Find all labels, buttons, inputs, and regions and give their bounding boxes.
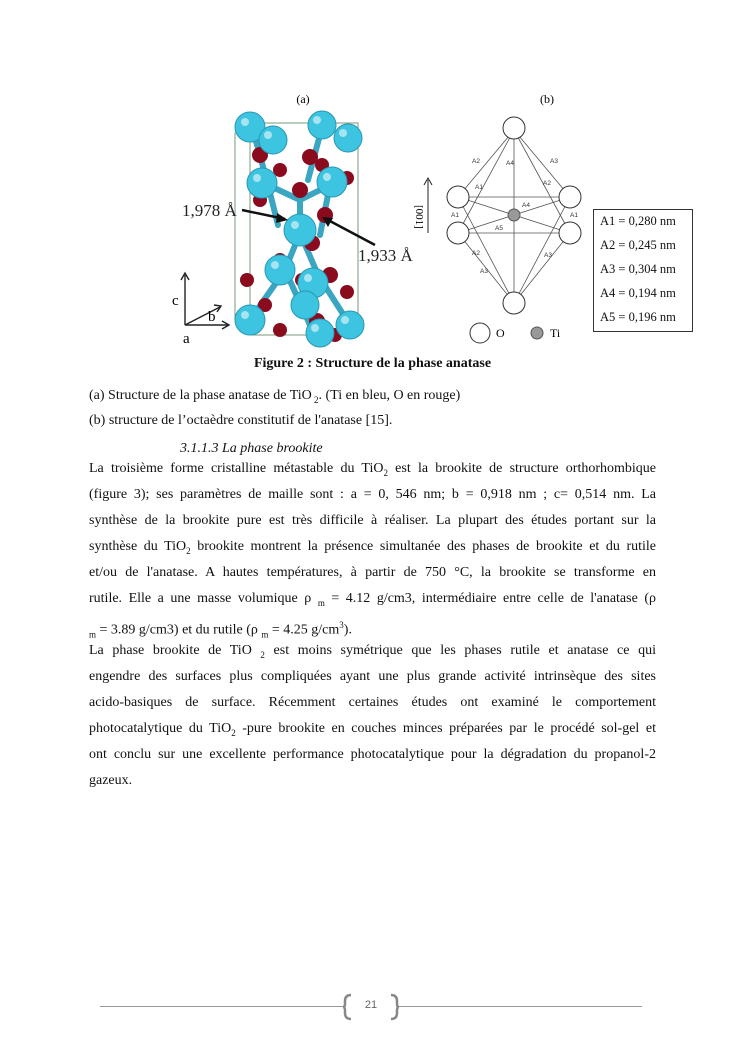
- text-line: photocatalytique du TiO$_2$ -pure brookite en couches minces préparées par le procédé sol-gel et: [89, 721, 656, 738]
- octa-label-a3: A3: [550, 158, 558, 165]
- octa-label-a3-bottom: A3: [480, 268, 488, 275]
- section-heading: 3.1.1.3 La phase brookite: [180, 441, 323, 456]
- distance-row: A5 = 0,196 nm: [600, 310, 676, 324]
- distance-row: A3 = 0,304 nm: [600, 262, 676, 276]
- anatase-crystal-structure: [172, 111, 414, 347]
- text-line: synthèse du TiO$_2$ brookite montrent la présence simultanée des phases de brookite et du rutile: [89, 539, 656, 556]
- octahedron-diagram: [413, 117, 581, 343]
- octa-label-a3-low: A3: [544, 252, 552, 259]
- paragraph-brookite-1: [89, 456, 656, 638]
- axis-label-a: a: [183, 331, 190, 347]
- legend-ti: Ti: [550, 326, 561, 340]
- paragraph-brookite-2: [89, 638, 656, 794]
- text-line: synthèse de la brookite pure est très difficile à réaliser. La plupart des études portant sur la: [89, 513, 656, 528]
- figure-description-a: (a) Structure de la phase anatase de TiO $_2$. (Ti en bleu, O en rouge): [89, 388, 461, 405]
- text-line: engendre des surfaces plus compliquées ayant une plus grande activité intrinsèque des sites: [89, 669, 656, 684]
- footer-rule-left: [100, 1006, 343, 1007]
- distance-label-2: 1,933 Å: [358, 246, 413, 265]
- text-line: et/ou de l'anatase. A hautes températures, à partir de 750 °C, la brookite se transforme en: [89, 565, 656, 580]
- octa-label-a2-right: A2: [543, 180, 551, 187]
- legend-o: O: [496, 326, 505, 340]
- distance-row: A2 = 0,245 nm: [600, 238, 676, 252]
- text-line: ont conclu sur une excellente performance photocatalytique pour la dégradation du propanol-2: [89, 747, 656, 762]
- distance-label-1: 1,978 Å: [182, 201, 237, 220]
- text-line: (figure 3); ses paramètres de maille sont : a = 0, 546 nm; b = 0,918 nm ; c= 0,514 nm. La: [89, 487, 656, 502]
- octa-label-a4: A4: [506, 160, 514, 167]
- text-line: acido-basiques de surface. Récemment certaines études ont examiné le comportement: [89, 695, 656, 710]
- figure-description-b: (b) structure de l’octaèdre constitutif de l'anatase [15].: [89, 413, 393, 428]
- footer-rule-right: [399, 1006, 642, 1007]
- axes-icon: [181, 273, 229, 329]
- figure-caption: Figure 2 : Structure de la phase anatase: [253, 356, 492, 371]
- text-line: gazeux.: [89, 773, 133, 788]
- octa-label-a2-low: A2: [472, 250, 480, 257]
- page-number: 21: [364, 999, 378, 1011]
- distance-table: [593, 209, 693, 332]
- label-b: (b): [540, 92, 554, 106]
- octa-label-a4-center: A4: [522, 202, 530, 209]
- text-line: $_m$ = 3.89 g/cm3) et du rutile (ρ $_m$ = 4.25 $g/cm^3$).: [89, 620, 352, 640]
- text-line: La phase brookite de TiO $_2$ est moins symétrique que les phases rutile et anatase ce qui: [89, 643, 656, 660]
- direction-label: [001]: [413, 205, 425, 229]
- distance-row: A1 = 0,280 nm: [600, 214, 676, 228]
- axis-label-b: b: [208, 309, 216, 325]
- distance-row: A4 = 0,194 nm: [600, 286, 676, 300]
- octa-label-a1-right: A1: [570, 212, 578, 219]
- octa-label-a1: A1: [475, 184, 483, 191]
- axis-label-c: c: [172, 293, 179, 309]
- text-line: La troisième forme cristalline métastable du TiO$_2$ est la brookite de structure orthorhombique: [89, 461, 656, 478]
- octa-label-a2: A2: [472, 158, 480, 165]
- octa-label-a1-left: A1: [451, 212, 459, 219]
- text-line: rutile. Elle a une masse volumique ρ $_m$ = 4.12 g/cm3, intermédiaire entre celle de l'anatase (ρ: [89, 591, 656, 608]
- octa-label-a5: A5: [495, 225, 503, 232]
- label-a: (a): [296, 92, 310, 106]
